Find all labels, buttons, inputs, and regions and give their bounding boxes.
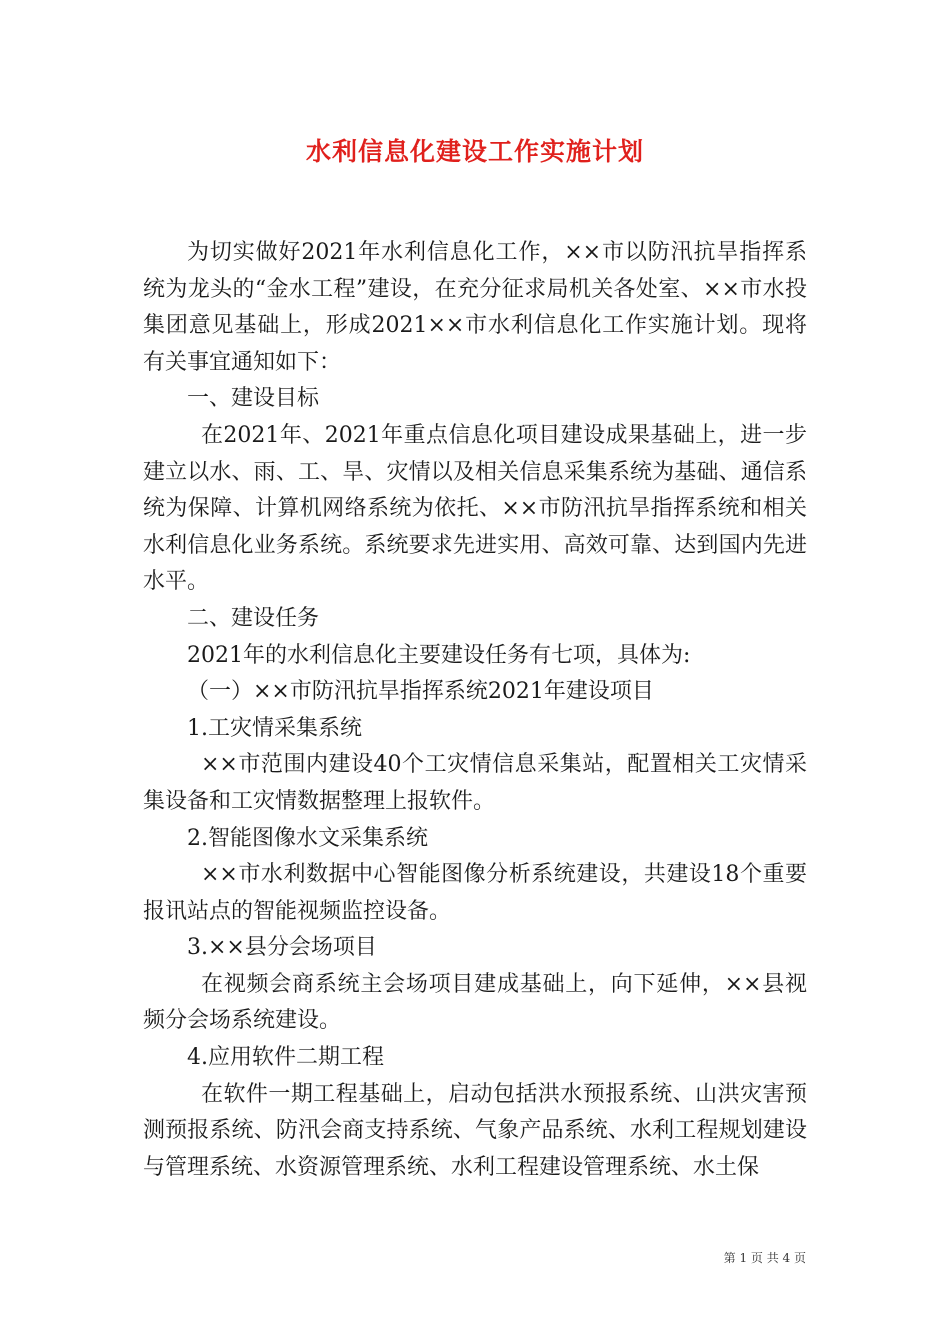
item-heading: 4.应用软件二期工程: [187, 1045, 384, 1071]
page-number: 第 1 页 共 4 页: [723, 1251, 806, 1265]
body-paragraph: 2021年的水利信息化主要建设任务有七项，具体为:: [187, 642, 691, 668]
intro-paragraph: 为切实做好2021年水利信息化工作，××市以防汛抗旱指挥系统为龙头的“金水工程”建设，在充分征求局机关各处室、××市水投集团意见基础上，形成2021××市水利信息化工作实施计划。现将有关事宜通知如下：: [143, 240, 807, 375]
item-heading: 1.工灾情采集系统: [187, 715, 362, 741]
subsection-heading: （一）××市防汛抗旱指挥系统2021年建设项目: [187, 679, 654, 705]
section-heading: 二、建设任务: [187, 605, 320, 631]
body-paragraph: ××市范围内建设40个工灾情信息采集站，配置相关工灾情采集设备和工灾情数据整理上报软件。: [143, 752, 807, 814]
document-body: [143, 235, 807, 1186]
document-title: 水利信息化建设工作实施计划: [305, 137, 644, 166]
item-heading: 3.××县分会场项目: [187, 935, 377, 961]
body-paragraph: ××市水利数据中心智能图像分析系统建设，共建设18个重要报讯站点的智能视频监控设备。: [143, 862, 807, 924]
section-heading: 一、建设目标: [187, 386, 320, 412]
item-heading: 2.智能图像水文采集系统: [187, 825, 428, 851]
body-paragraph: 在2021年、2021年重点信息化项目建设成果基础上，进一步建立以水、雨、工、旱、灾情以及相关信息采集系统为基础、通信系统为保障、计算机网络系统为依托、××市防汛抗旱指挥系统和相关水利信息化业务系统。系统要求先进实用、高效可靠、达到国内先进水平。: [143, 422, 807, 595]
body-paragraph: 在视频会商系统主会场项目建成基础上，向下延伸，××县视频分会场系统建设。: [143, 971, 807, 1034]
body-paragraph: 在软件一期工程基础上，启动包括洪水预报系统、山洪灾害预测预报系统、防汛会商支持系统、气象产品系统、水利工程规划建设与管理系统、水资源管理系统、水利工程建设管理系统、水土保: [143, 1081, 807, 1180]
